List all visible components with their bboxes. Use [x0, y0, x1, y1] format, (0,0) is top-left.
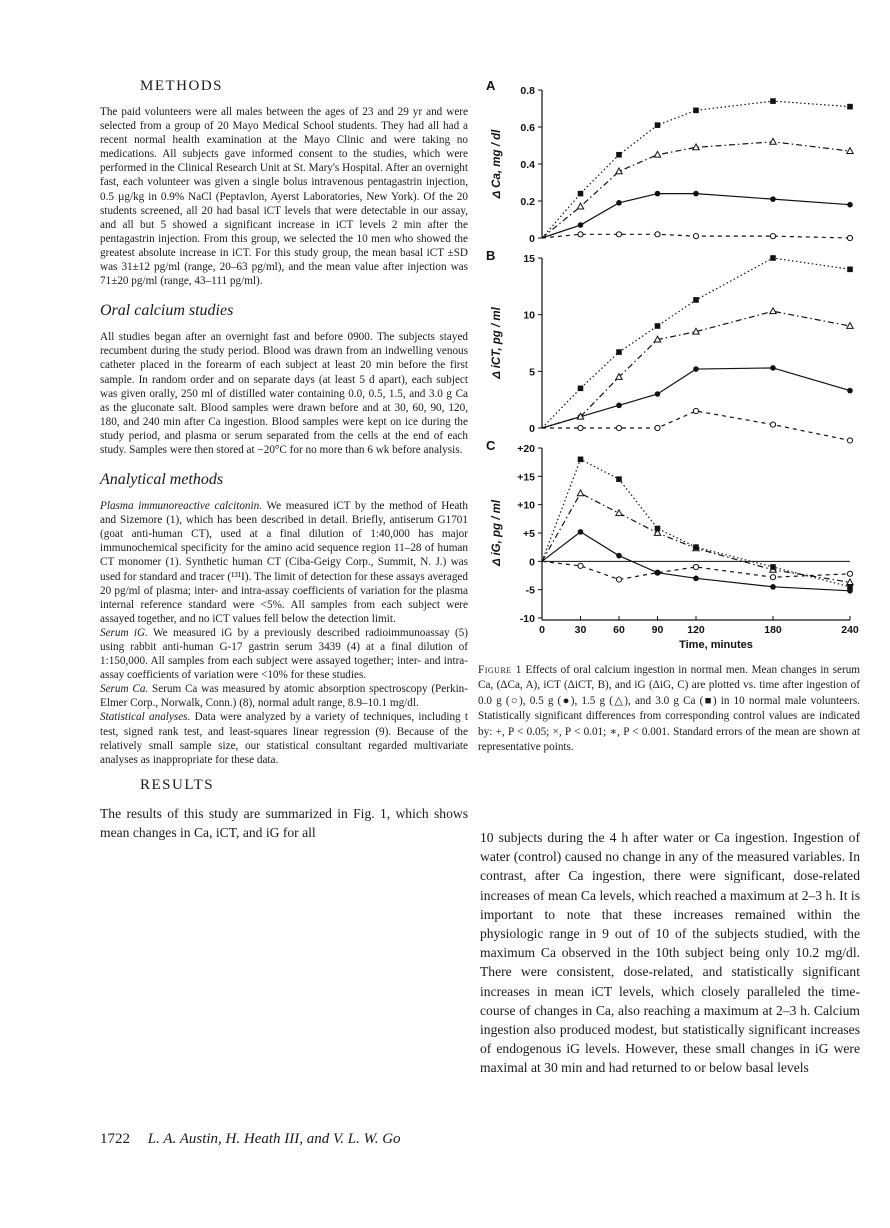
series-line-B-1 [542, 368, 850, 428]
results-continued-paragraph: 10 subjects during the 4 h after water or Ca ingestion. Ingestion of water (control) caused no change in any of the measured variables. In contrast, after Ca ingestion, there were significant, dose-related increases of mean Ca levels, which reached a maximum at 2–3 h. It is important to note that these increases remained within the physiologic range in 9 out of 10 of the subjects studied, with the maximum Ca observed in the 10th subject being only 10.2 mg/dl. There were consistent, dose-related, and statistically significant increases in mean iCT levels, which closely paralleled the time-course of changes in Ca, also reaching a maximum at 2–3 h. Calcium ingestion also produced modest, but statistically significant increases of endogenous iG levels. However, these small changes in iG were maximal at 30 min and had returned to or below basal levels [480, 830, 860, 1076]
y-tick-label: +5 [523, 528, 535, 540]
plasma-calcitonin-paragraph [100, 499, 468, 626]
data-point [847, 438, 852, 443]
data-point [616, 152, 622, 158]
oral-calcium-heading: Oral calcium studies [100, 302, 234, 320]
x-tick-label: 120 [687, 624, 705, 636]
plasma-calcitonin-text: We measured iCT by the method of Heath and Sizemore (1), which has been described in detail. Briefly, antiserum G1701 (goat anti-human CT), used at a final dilution of 1:40,000 has major immunochemical specificity for the amino acid sequence region 11–28 of human CT monomer (1). Synthetic human CT (Ciba-Geigy Corp., Summit, N. J.) was used for standard and tracer (¹³¹I). The limit of detection for these assays averaged 20 pg/ml of plasma; inter- and intra-assay coefficients of variation for the plasma internal reference standard were <5%. All samples from each subject were assayed together, and no iCT values fell below the detection limit. [100, 500, 469, 625]
series-line-B-0 [542, 411, 850, 440]
panel-label-B: B [486, 248, 496, 263]
data-point [578, 457, 584, 463]
y-tick-label: 0.8 [520, 85, 535, 97]
data-point [770, 564, 776, 570]
serum-ig-paragraph [100, 626, 468, 682]
panel-label-A: A [486, 78, 496, 93]
right-column [480, 828, 860, 1078]
data-point [578, 386, 584, 392]
data-point [770, 308, 776, 314]
plasma-calcitonin-runin: Plasma immunoreactive calcitonin. [100, 500, 263, 513]
data-point [693, 108, 699, 114]
data-point [616, 510, 622, 516]
page-number: 1722 [100, 1131, 130, 1147]
y-tick-label: +15 [517, 471, 535, 484]
serum-ca-runin: Serum Ca. [100, 683, 149, 696]
page-footer [100, 1131, 401, 1148]
serum-ig-runin: Serum iG. [100, 626, 148, 639]
results-heading: RESULTS [140, 776, 215, 793]
analytical-methods-heading: Analytical methods [100, 471, 224, 489]
y-tick-label: +20 [517, 443, 535, 455]
data-point [655, 122, 661, 128]
figure-caption-text: Effects of oral calcium ingestion in normal men. Mean changes in serum Ca, (ΔCa, A), iCT (ΔiCT, B), and iG (ΔiG, C) are plotted vs. time after ingestion of 0.0 g (○), 0.5 g (●), 1.5 g (△), and 3.0 g Ca (■) in 10 normal male volunteers. Statistically significant differences from corresponding control values are indicated by: +, P < 0.05; ×, P < 0.01; ∗, P < 0.001. Standard errors of the mean are shown at representative points. [478, 664, 860, 754]
data-point [616, 553, 622, 559]
data-point [693, 366, 699, 372]
data-point [770, 234, 775, 239]
data-point [654, 151, 660, 157]
x-tick-label: 90 [651, 624, 664, 636]
data-point [578, 425, 583, 430]
data-point [616, 200, 622, 206]
data-point [578, 529, 584, 535]
data-point [655, 570, 661, 576]
data-point [616, 577, 621, 582]
data-point [693, 544, 699, 550]
y-tick-label: 15 [523, 253, 535, 265]
data-point [847, 584, 853, 590]
data-point [655, 232, 660, 237]
data-point [577, 203, 583, 209]
data-point [847, 148, 853, 154]
data-point [847, 235, 852, 240]
methods-paragraph: The paid volunteers were all males between the ages of 23 and 29 yr and were selected from a group of 20 Mayo Medical School students. They had all had a recent normal health examination at the Mayo Clinic and were taking no medications. All subjects gave informed consent to the studies, which were performed in the Clinical Research Unit at St. Mary's Hospital. After an overnight fast, each volunteer was given a single bolus intravenous pentagastrin injection, 0.5 µg/kg in 0.9% NaCl (Peptavlon, Ayerst Laboratories, New York). Of the 20 students screened, all 20 had basal iCT levels that were detectable in our assay, and all but 5 showed a significant increase in iCT levels 2 min after the pentagastrin injection. From this group, we selected the 10 men who showed the greatest absolute increase in iCT. For this study group, the mean basal iCT ±SD was 31±12 pg/ml (range, 20–63 pg/ml), and the mean value after injection was 71±20 pg/ml (range, 43–111 pg/ml). [100, 106, 468, 288]
data-point [693, 564, 698, 569]
y-tick-label: +10 [517, 499, 535, 512]
figure-caption [478, 663, 860, 755]
data-point [770, 365, 776, 371]
y-tick-label: -5 [525, 584, 535, 597]
data-point [770, 584, 776, 590]
left-column [100, 78, 468, 842]
data-point [655, 526, 661, 532]
y-axis-label-C: Δ iG, pg / ml [491, 499, 503, 567]
x-tick-label: 0 [539, 624, 545, 636]
y-tick-label: 0 [529, 556, 535, 569]
methods-heading: METHODS [140, 78, 224, 94]
data-point [693, 408, 698, 413]
data-point [616, 232, 621, 237]
data-point [577, 490, 583, 496]
series-line-A-3 [542, 101, 850, 238]
data-point [847, 571, 852, 576]
y-tick-label: 0 [529, 233, 535, 245]
x-axis-label: Time, minutes [679, 639, 753, 651]
data-point [770, 196, 776, 202]
figure-label: Figure 1 [478, 664, 522, 676]
y-tick-label: 0.4 [520, 159, 535, 171]
data-point [655, 323, 661, 329]
x-tick-label: 60 [613, 624, 625, 636]
y-tick-label: 5 [529, 366, 535, 379]
data-point [693, 191, 699, 197]
data-point [847, 202, 853, 208]
statistical-text: Data were analyzed by a variety of techniques, including t test, signed rank test, and least-squares linear regression (9). Because of the relatively small sample size, our statistical consultant regarded multivariate analyses as inappropriate for these data. [100, 711, 468, 766]
data-point [847, 267, 853, 273]
data-point [578, 222, 584, 228]
data-point [655, 425, 660, 430]
panel-label-C: C [486, 438, 496, 453]
serum-ig-text: We measured iG by a previously described radioimmunoassay (5) using rabbit anti-human G-17 gastrin serum 3439 (4) at a final dilution of 1:150,000. All samples from each subject were assayed together; inter- and intra-assay coefficients of variation were <10% for these studies. [100, 626, 468, 682]
x-tick-label: 240 [841, 624, 859, 636]
y-tick-label: 10 [523, 309, 535, 322]
data-point [693, 234, 698, 239]
data-point [616, 403, 622, 409]
data-point [693, 297, 699, 303]
y-axis-label-A: Δ Ca, mg / dl [491, 129, 503, 199]
data-point [770, 575, 775, 580]
y-tick-label: 0.6 [520, 122, 535, 134]
y-tick-label: 0.2 [520, 196, 535, 208]
data-point [847, 579, 853, 585]
data-point [616, 349, 622, 355]
data-point [770, 255, 776, 261]
data-point [693, 576, 699, 582]
oral-calcium-paragraph: All studies began after an overnight fast and before 0900. The subjects stayed recumbent during the study period. Blood was drawn from an indwelling venous catheter placed in the forearm of each subject at least 20 min before the first sample. In random order and on separate days (at least 5 d apart), each subject was given orally, 250 ml of distilled water containing 0.0, 0.5, 1.5, and 3.0 g Ca as the gluconate salt. Blood samples were drawn before and at 30, 60, 90, 120, 180, and 240 min after Ca ingestion. Blood samples were kept on ice during the study period, and plasma or serum separated from the cells at the end of each study. Samples were then stored at −20°C for no more than 6 wk before analysis. [100, 331, 468, 456]
data-point [578, 232, 583, 237]
data-point [655, 191, 661, 197]
series-line-B-3 [542, 258, 850, 428]
series-line-A-2 [542, 142, 850, 238]
x-tick-label: 180 [764, 624, 782, 636]
data-point [770, 422, 775, 427]
data-point [655, 391, 661, 397]
y-tick-label: 0 [529, 423, 535, 435]
figure-1-chart [478, 72, 862, 652]
data-point [847, 323, 853, 329]
data-point [578, 563, 583, 568]
y-tick-label: -10 [519, 613, 535, 625]
serum-ca-text: Serum Ca was measured by atomic absorption spectroscopy (Perkin-Elmer Corp., Norwalk, Conn.) (8), normal adult range, 8.9–10.1 mg/dl. [100, 683, 468, 710]
data-point [616, 476, 622, 482]
x-tick-label: 30 [574, 624, 587, 636]
statistical-paragraph [100, 710, 468, 766]
data-point [847, 104, 853, 110]
y-axis-label-B: Δ iCT, pg / ml [491, 307, 503, 379]
results-paragraph: The results of this study are summarized in Fig. 1, which shows mean changes in Ca, iCT, and iG for all [100, 805, 468, 841]
serum-ca-paragraph [100, 682, 468, 710]
data-point [770, 138, 776, 144]
data-point [616, 425, 621, 430]
footer-authors: L. A. Austin, H. Heath III, and V. L. W. Go [147, 1131, 401, 1147]
data-point [770, 98, 776, 104]
statistical-runin: Statistical analyses. [100, 711, 191, 724]
data-point [578, 191, 584, 197]
data-point [847, 388, 853, 394]
